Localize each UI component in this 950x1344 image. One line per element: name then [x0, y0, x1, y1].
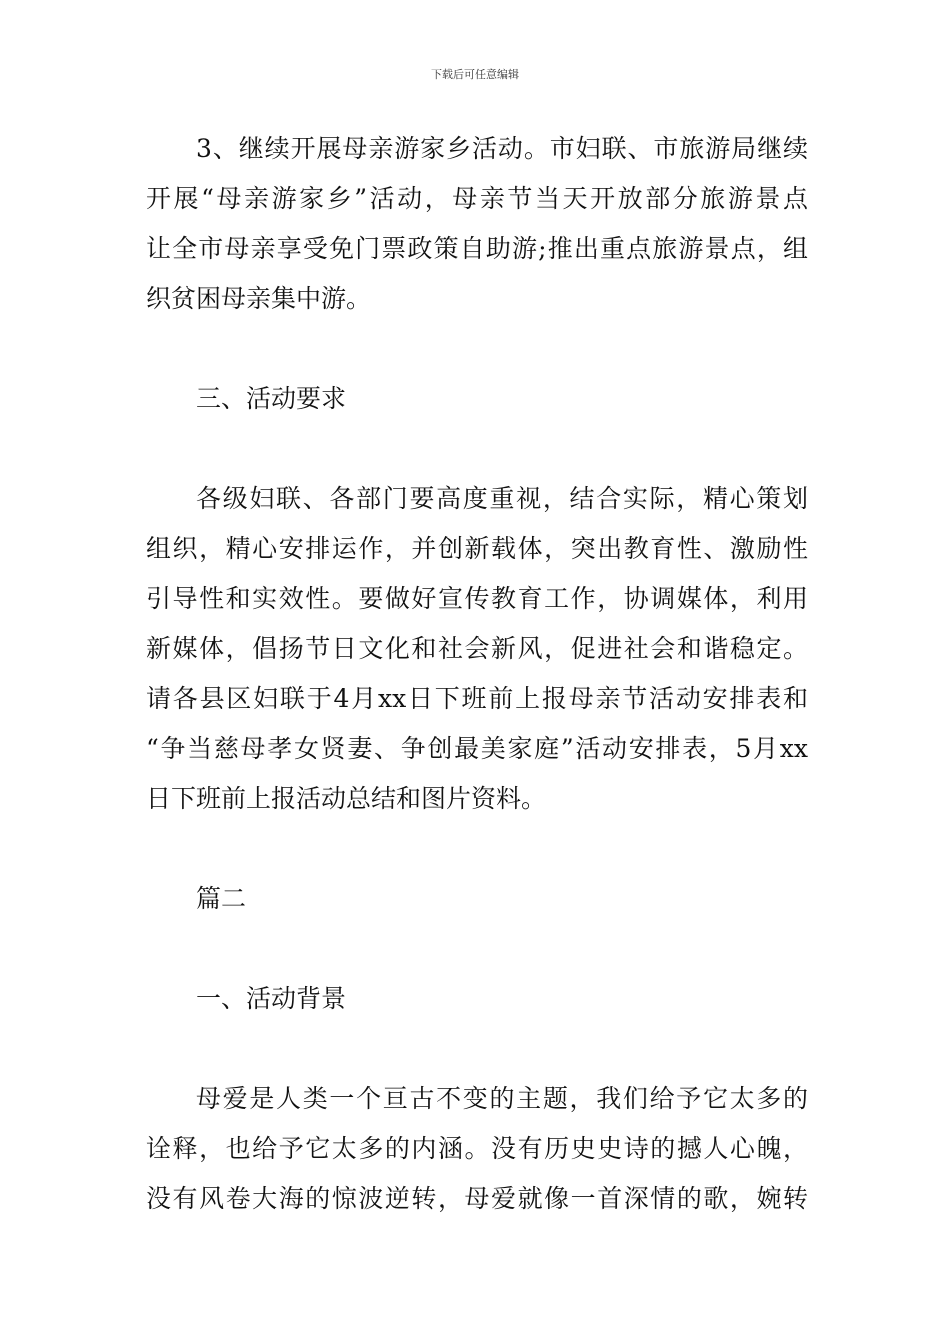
paragraph-line: 诠释，也给予它太多的内涵。没有历史史诗的撼人心魄， — [146, 1134, 808, 1163]
spacer — [146, 1024, 808, 1074]
paragraph-line: 各级妇联、各部门要高度重视，结合实际，精心策划 — [196, 484, 808, 513]
paragraph-line: 让全市母亲享受免门票政策自助游;推出重点旅游景点，组 — [146, 234, 808, 263]
section-heading-requirements: 三、活动要求 — [196, 384, 347, 413]
paragraph-line: 母爱是人类一个亘古不变的主题，我们给予它太多的 — [196, 1084, 808, 1113]
paragraph-line: 请各县区妇联于4月xx日下班前上报母亲节活动安排表和 — [146, 684, 808, 713]
paragraph-line: 引导性和实效性。要做好宣传教育工作，协调媒体，利用 — [146, 584, 808, 613]
spacer — [146, 324, 808, 374]
paragraph-line: 织贫困母亲集中游。 — [146, 284, 372, 313]
paragraph-line: 没有风卷大海的惊波逆转，母爱就像一首深情的歌，婉转 — [146, 1184, 808, 1213]
download-note: 下载后可任意编辑 — [431, 68, 519, 81]
section-heading-part2: 篇二 — [196, 884, 247, 913]
spacer — [146, 824, 808, 874]
paragraph-line: 新媒体，倡扬节日文化和社会新风，促进社会和谐稳定。 — [146, 634, 808, 663]
spacer — [146, 924, 808, 974]
paragraph-line: 日下班前上报活动总结和图片资料。 — [146, 784, 547, 813]
spacer — [146, 424, 808, 474]
paragraph-line: 3、继续开展母亲游家乡活动。市妇联、市旅游局继续 — [196, 134, 808, 163]
paragraph-line: 组织，精心安排运作，并创新载体，突出教育性、激励性 — [146, 534, 808, 563]
document-body — [146, 124, 808, 1224]
section-heading-background: 一、活动背景 — [196, 984, 347, 1013]
paragraph-line: “争当慈母孝女贤妻、争创最美家庭”活动安排表，5月xx — [146, 734, 808, 763]
paragraph-line: 开展“母亲游家乡”活动，母亲节当天开放部分旅游景点 — [146, 184, 808, 213]
